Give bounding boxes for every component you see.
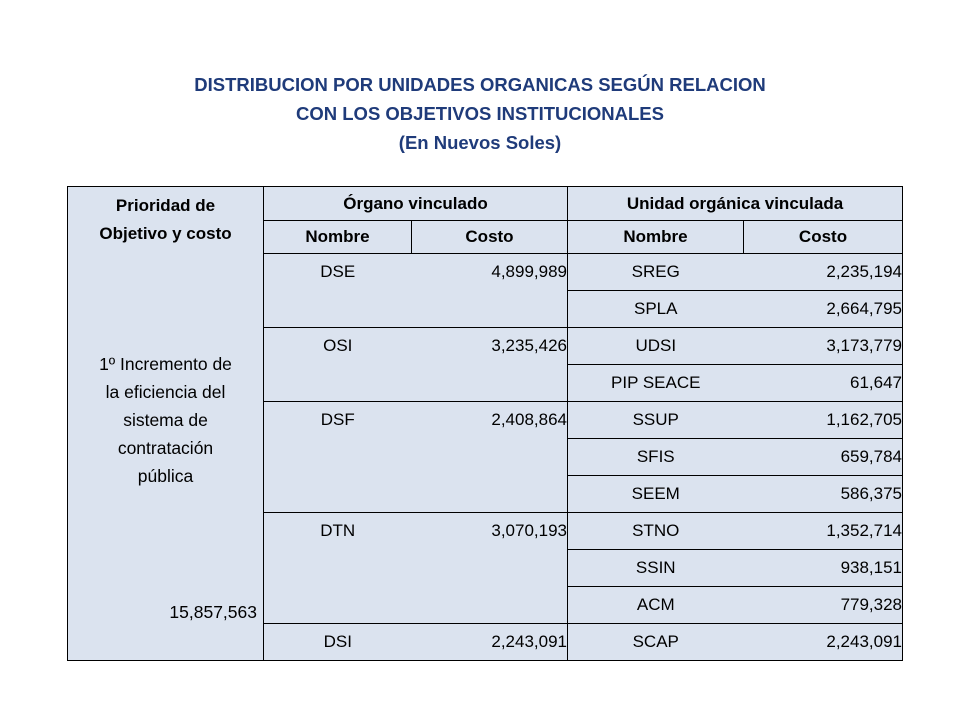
- priority-line: sistema de: [123, 409, 208, 430]
- table-row: [68, 254, 903, 291]
- title-line-1: DISTRIBUCION POR UNIDADES ORGANICAS SEGÚN RELACION: [194, 74, 766, 95]
- distribution-table: [67, 186, 903, 661]
- priority-total-cost: 15,857,563: [169, 601, 257, 622]
- unidad-cost: 2,664,795: [744, 291, 903, 328]
- unidad-cost: 586,375: [744, 476, 903, 513]
- header-prioridad-line1: Prioridad de: [115, 196, 216, 216]
- unidad-cost: 1,352,714: [744, 513, 903, 550]
- header-organo-nombre: Nombre: [264, 221, 412, 254]
- unidad-name: SREG: [568, 254, 744, 291]
- header-prioridad-line2: Objetivo y costo: [99, 224, 232, 244]
- header-unidad-organica: Unidad orgánica vinculada: [568, 187, 903, 221]
- organo-cost: 4,899,989: [412, 254, 568, 328]
- title-line-2: CON LOS OBJETIVOS INSTITUCIONALES: [296, 103, 664, 124]
- priority-label: [68, 350, 263, 490]
- page-title: [0, 70, 960, 157]
- priority-line: pública: [137, 465, 194, 486]
- unidad-cost: 779,328: [744, 587, 903, 624]
- priority-cell: [68, 254, 264, 661]
- priority-line: 1º Incremento de: [99, 353, 232, 374]
- organo-name: DSI: [264, 624, 412, 661]
- header-unidad-nombre: Nombre: [568, 221, 744, 254]
- unidad-name: SPLA: [568, 291, 744, 328]
- unidad-name: SCAP: [632, 632, 679, 651]
- unidad-name: SFIS: [568, 439, 744, 476]
- unidad-cost: 659,784: [744, 439, 903, 476]
- unidad-name: SSIN: [568, 550, 744, 587]
- priority-line: contratación: [117, 437, 214, 458]
- organo-cost: 3,235,426: [412, 328, 568, 402]
- header-organo-vinculado: Órgano vinculado: [264, 187, 568, 221]
- organo-name: DSE: [320, 262, 356, 281]
- organo-cost: 2,408,864: [412, 402, 568, 513]
- title-line-3: (En Nuevos Soles): [398, 132, 562, 153]
- header-unidad-costo: Costo: [744, 221, 903, 254]
- unidad-name: SEEM: [568, 476, 744, 513]
- header-organo-costo: Costo: [412, 221, 568, 254]
- unidad-name: UDSI: [568, 328, 744, 365]
- unidad-name: SSUP: [568, 402, 744, 439]
- organo-cost: 2,243,091: [412, 624, 568, 661]
- header-prioridad: [68, 187, 264, 254]
- unidad-name: STNO: [568, 513, 744, 550]
- unidad-cost: 2,243,091: [826, 632, 903, 651]
- unidad-cost: 3,173,779: [744, 328, 903, 365]
- unidad-name: PIP SEACE: [568, 365, 744, 402]
- unidad-cost: 61,647: [744, 365, 903, 402]
- unidad-cost: 938,151: [744, 550, 903, 587]
- unidad-name: ACM: [568, 587, 744, 624]
- organo-name: DSF: [264, 402, 412, 513]
- unidad-cost: 2,235,194: [744, 254, 903, 291]
- organo-name: OSI: [264, 328, 412, 402]
- organo-name: DTN: [264, 513, 412, 624]
- priority-line: la eficiencia del: [105, 381, 226, 402]
- unidad-cost: 1,162,705: [744, 402, 903, 439]
- organo-cost: 3,070,193: [412, 513, 568, 624]
